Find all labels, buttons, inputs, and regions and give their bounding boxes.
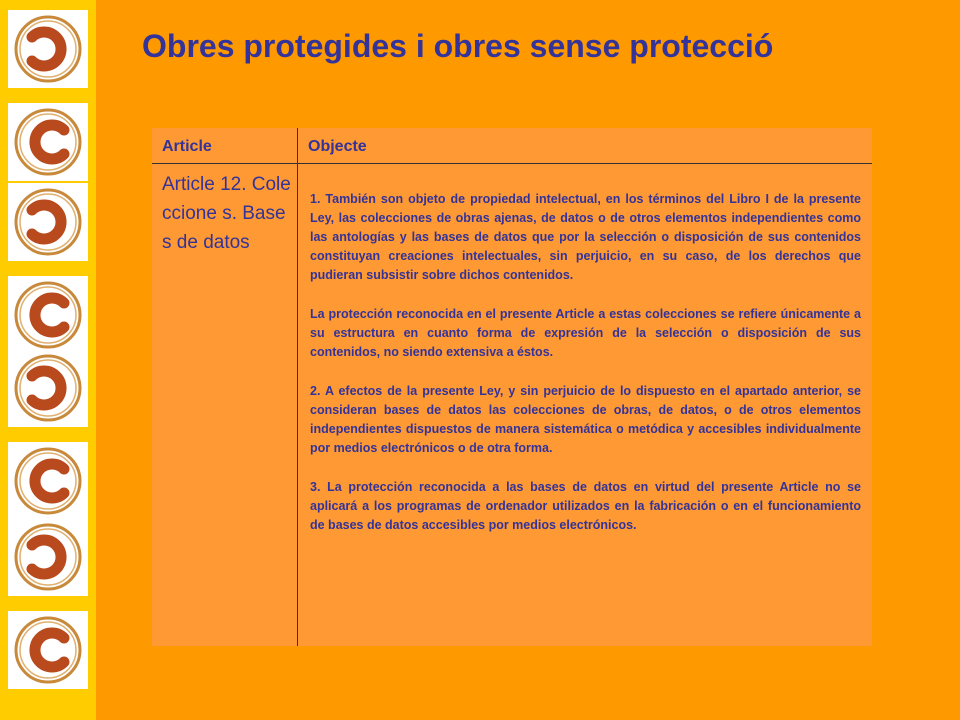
copyright-logo-icon bbox=[8, 103, 88, 181]
copyright-logo-icon bbox=[8, 442, 88, 520]
column-header-article: Article bbox=[162, 138, 212, 155]
objecte-paragraph: La protección reconocida en el presente Article a estas colecciones se refiere únicamente a su estructura en cuanto forma de expresión de la selección o disposición de sus contenidos, no siendo extensiva a éstos. bbox=[310, 307, 861, 359]
copyright-logo-icon bbox=[8, 276, 88, 354]
article-cell: Article 12. Coleccione s. Bases de datos bbox=[162, 174, 291, 253]
objecte-cell bbox=[310, 190, 861, 555]
slide-title: Obres protegides i obres sense protecció bbox=[142, 28, 774, 64]
copyright-logo-icon bbox=[8, 518, 88, 596]
article-table bbox=[152, 128, 872, 646]
column-divider bbox=[297, 128, 298, 646]
column-header-objecte: Objecte bbox=[308, 138, 367, 155]
copyright-logo-icon bbox=[8, 349, 88, 427]
objecte-paragraph: 2. A efectos de la presente Ley, y sin perjuicio de lo dispuesto en el apartado anterior, se consideran bases de datos las colecciones de obras, de datos, o de otros elementos independientes dispuestos de manera sistemática o metódica y accesibles individualmente por medios electrónicos o de otra forma. bbox=[310, 384, 861, 455]
copyright-logo-icon bbox=[8, 183, 88, 261]
objecte-paragraph: 3. La protección reconocida a las bases de datos en virtud del presente Article no se aplicará a los programas de ordenador utilizados en la fabricación o en el funcionamiento de bases de datos accesibles por medios electrónicos. bbox=[310, 480, 861, 532]
copyright-logo-icon bbox=[8, 10, 88, 88]
objecte-paragraph: 1. También son objeto de propiedad intelectual, en los términos del Libro I de la presente Ley, las colecciones de obras ajenas, de datos o de otros elementos independientes como las antologías y las bases de datos que por la selección o disposición de sus contenidos constituyan creaciones intelectuales, sin perjuicio, en su caso, de los derechos que pudieran subsistir sobre dichos contenidos. bbox=[310, 192, 861, 282]
logo-sidebar bbox=[0, 0, 96, 720]
copyright-logo-icon bbox=[8, 611, 88, 689]
table-header-row bbox=[152, 128, 872, 164]
